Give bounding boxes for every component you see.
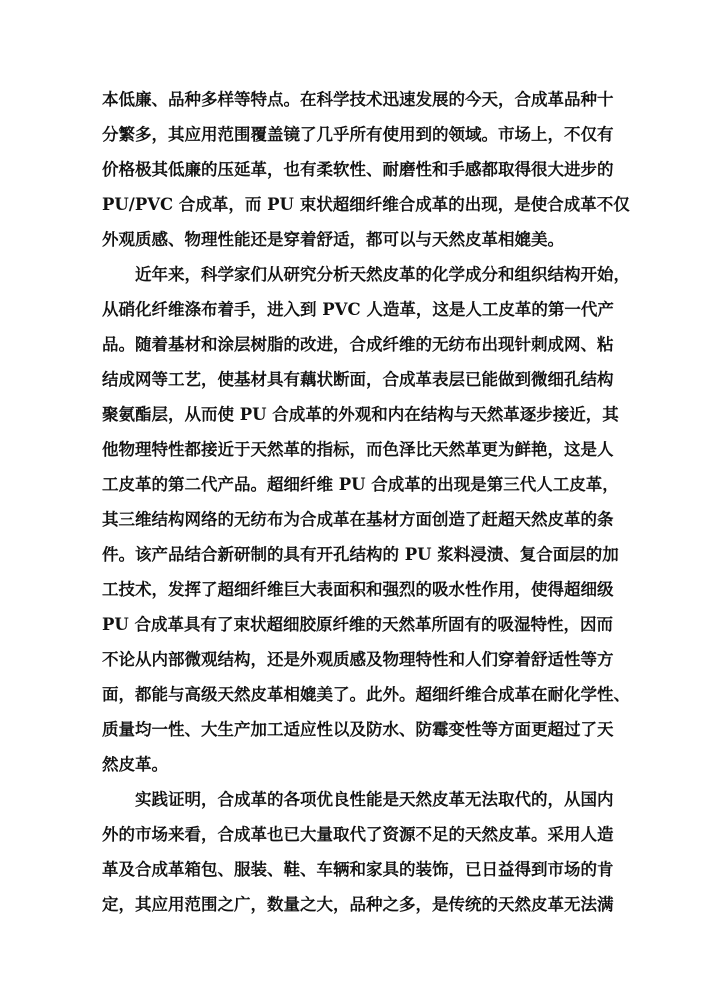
text-line: 质量均一性、大生产加工适应性以及防水、防霉变性等方面更超过了天	[102, 720, 614, 739]
text-line: 结成网等工艺，使基材具有藕状断面，合成革表层已能做到微细孔结构	[102, 370, 614, 389]
paragraph-first-line: 近年来，科学家们从研究分析天然皮革的化学成分和组织结构开始，	[135, 265, 630, 284]
text-line: 外的市场来看，合成革也已大量取代了资源不足的天然皮革。采用人造	[102, 825, 614, 844]
text-line: 工皮革的第二代产品。超细纤维 PU 合成革的出现是第三代人工皮革，	[102, 475, 619, 494]
text-line: PU/PVC 合成革，而 PU 束状超细纤维合成革的出现，是使合成革不仅	[102, 195, 630, 214]
text-line: 价格极其低廉的压延革，也有柔软性、耐磨性和手感都取得很大进步的	[102, 160, 614, 179]
text-line: 分繁多，其应用范围覆盖镜了几乎所有使用到的领域。市场上，不仅有	[102, 125, 614, 144]
text-line: 外观质感、物理性能还是穿着舒适，都可以与天然皮革相媲美。	[102, 230, 564, 249]
text-line: PU 合成革具有了束状超细胶原纤维的天然革所固有的吸湿特性，因而	[102, 615, 614, 634]
text-line: 品。随着基材和涂层树脂的改进，合成纤维的无纺布出现针刺成网、粘	[102, 335, 614, 354]
text-line: 工技术，发挥了超细纤维巨大表面积和强烈的吸水性作用，使得超细级	[102, 580, 614, 599]
text-line: 聚氨酯层，从而使 PU 合成革的外观和内在结构与天然革逐步接近，其	[102, 405, 619, 424]
paragraph-first-line: 实践证明，合成革的各项优良性能是天然皮革无法取代的，从国内	[135, 790, 614, 809]
text-line: 从硝化纤维涤布着手，进入到 PVC 人造革，这是人工皮革的第一代产	[102, 300, 614, 319]
text-line: 定，其应用范围之广，数量之大，品种之多，是传统的天然皮革无法满	[102, 895, 614, 914]
text-line: 面，都能与高级天然皮革相媲美了。此外。超细纤维合成革在耐化学性、	[102, 685, 630, 704]
text-line: 其三维结构网络的无纺布为合成革在基材方面创造了赶超天然皮革的条	[102, 510, 614, 529]
text-line: 本低廉、品种多样等特点。在科学技术迅速发展的今天，合成革品种十	[102, 90, 614, 109]
text-line: 不论从内部微观结构，还是外观质感及物理特性和人们穿着舒适性等方	[102, 650, 614, 669]
text-line: 他物理特性都接近于天然革的指标，而色泽比天然革更为鲜艳，这是人	[102, 440, 614, 459]
text-line: 然皮革。	[102, 755, 168, 774]
text-line: 革及合成革箱包、服装、鞋、车辆和家具的装饰，已日益得到市场的肯	[102, 860, 614, 879]
text-line: 件。该产品结合新研制的具有开孔结构的 PU 浆料浸渍、复合面层的加	[102, 545, 619, 564]
